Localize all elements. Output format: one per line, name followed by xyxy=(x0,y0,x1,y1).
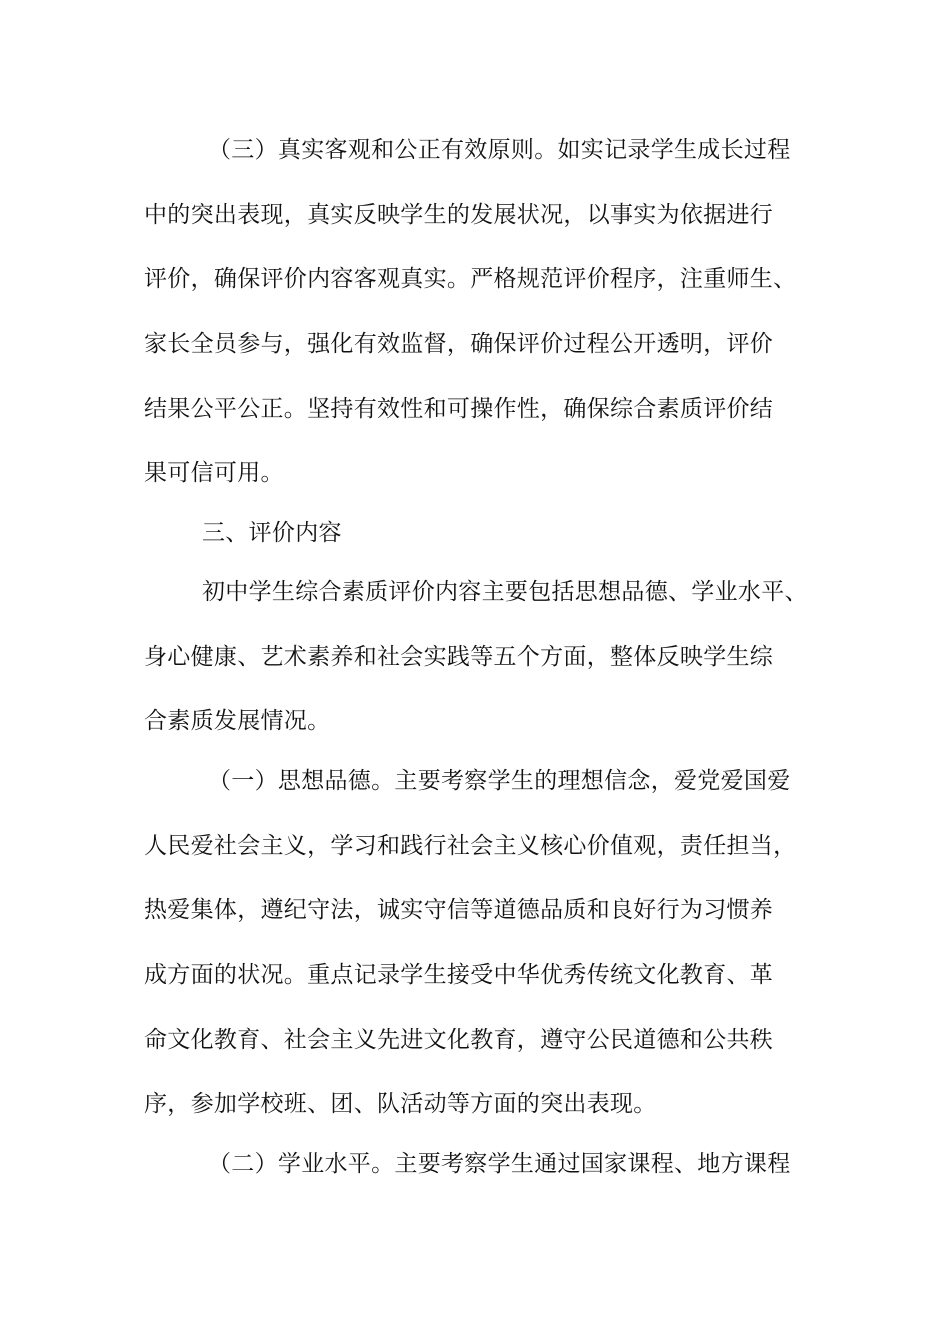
paragraph-line: 序，参加学校班、团、队活动等方面的突出表现。 xyxy=(144,1091,657,1117)
paragraph-line: 中的突出表现，真实反映学生的发展状况，以事实为依据进行 xyxy=(144,202,774,228)
paragraph-line: 评价，确保评价内容客观真实。严格规范评价程序，注重师生、 xyxy=(144,266,797,292)
paragraph-line: 命文化教育、社会主义先进文化教育，遵守公民道德和公共秩 xyxy=(144,1027,774,1053)
paragraph-line: 初中学生综合素质评价内容主要包括思想品德、学业水平、 xyxy=(202,579,808,605)
paragraph-line: 果可信可用。 xyxy=(144,460,284,486)
paragraph-line: 热爱集体，遵纪守法，诚实守信等道德品质和良好行为习惯养 xyxy=(144,897,774,923)
paragraph-line: （二）学业水平。主要考察学生通过国家课程、地方课程 xyxy=(208,1151,791,1177)
paragraph-line: 身心健康、艺术素养和社会实践等五个方面，整体反映学生综 xyxy=(144,644,774,670)
paragraph-line: （一）思想品德。主要考察学生的理想信念，爱党爱国爱 xyxy=(208,768,791,794)
paragraph-line: 成方面的状况。重点记录学生接受中华优秀传统文化教育、革 xyxy=(144,962,774,988)
paragraph-line: 家长全员参与，强化有效监督，确保评价过程公开透明，评价 xyxy=(144,331,774,357)
paragraph-line: 结果公平公正。坚持有效性和可操作性，确保综合素质评价结 xyxy=(144,396,774,422)
paragraph-line: 人民爱社会主义，学习和践行社会主义核心价值观，责任担当， xyxy=(144,833,797,859)
paragraph-line: （三）真实客观和公正有效原则。如实记录学生成长过程 xyxy=(208,137,791,163)
paragraph-line: 合素质发展情况。 xyxy=(144,708,331,734)
section-heading: 三、评价内容 xyxy=(202,520,342,546)
